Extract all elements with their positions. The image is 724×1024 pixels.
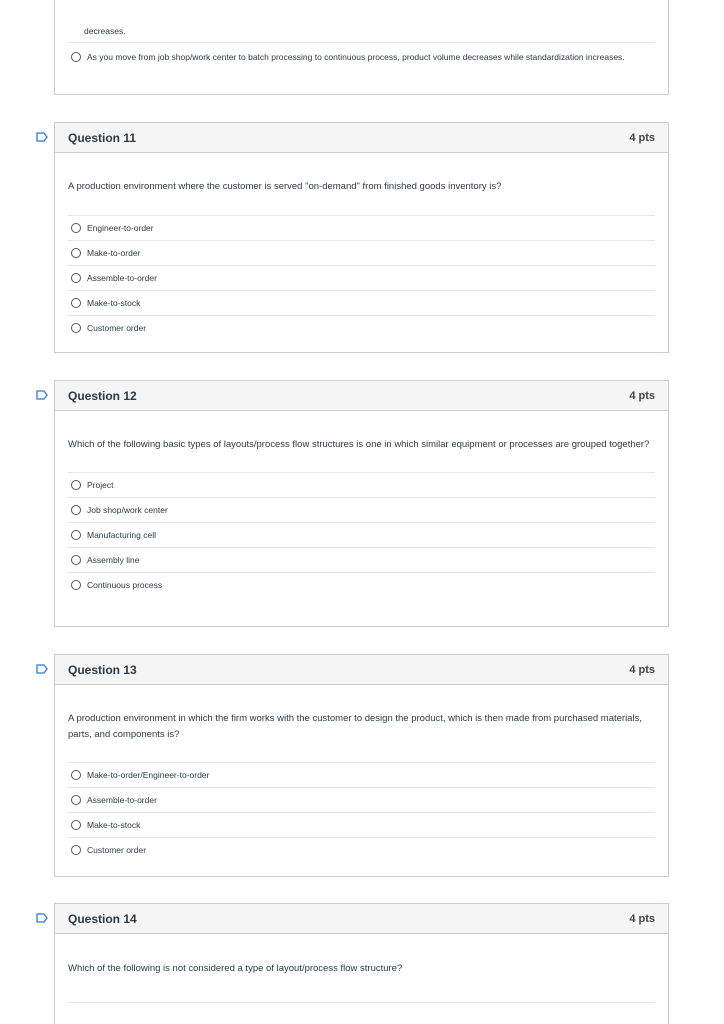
answer-label: As you move from job shop/work center to batch processing to continuous process, product volume decreases while standardization increases. — [87, 52, 625, 62]
question-title: Question 12 — [68, 388, 137, 403]
answer-list — [68, 762, 655, 862]
question-14-card — [54, 903, 669, 1024]
question-title: Question 14 — [68, 911, 137, 926]
answer-label: Make-to-stock — [87, 820, 141, 830]
radio-button[interactable] — [71, 530, 81, 540]
flag-question-icon[interactable] — [36, 390, 48, 400]
question-header — [55, 655, 668, 685]
radio-button[interactable] — [71, 555, 81, 565]
question-11-card — [54, 122, 669, 353]
question-text: A production environment in which the firm works with the customer to design the product, which is then made from purchased materials, parts, and components is? — [68, 713, 642, 740]
answer-option[interactable] — [68, 523, 655, 548]
answer-option[interactable] — [68, 241, 655, 266]
answer-label: Customer order — [87, 845, 147, 855]
answer-option[interactable] — [68, 573, 655, 597]
answer-label: Assemble-to-order — [87, 273, 157, 283]
answer-option[interactable] — [68, 788, 655, 813]
question-12-card — [54, 380, 669, 627]
answer-label: Project — [87, 480, 114, 490]
answer-list — [68, 472, 655, 597]
radio-button[interactable] — [71, 845, 81, 855]
question-10-card — [54, 0, 669, 95]
answer-option[interactable] — [68, 548, 655, 573]
answer-list — [68, 215, 655, 340]
answer-option[interactable] — [68, 266, 655, 291]
radio-button[interactable] — [71, 580, 81, 590]
answer-label: Assembly line — [87, 555, 140, 565]
radio-button[interactable] — [71, 480, 81, 490]
answer-label: Job shop/work center — [87, 505, 168, 515]
question-text: A production environment where the customer is served "on-demand" from finished goods inventory is? — [68, 181, 502, 192]
answer-option[interactable] — [68, 43, 655, 63]
question-text: Which of the following basic types of layouts/process flow structures is one in which similar equipment or processes are grouped together? — [68, 439, 650, 450]
answer-option[interactable] — [68, 813, 655, 838]
flag-question-icon[interactable] — [36, 664, 48, 674]
answer-option[interactable] — [68, 838, 655, 862]
question-points: 4 pts — [629, 389, 655, 402]
answer-text-fragment: decreases. — [68, 26, 655, 43]
radio-button[interactable] — [71, 820, 81, 830]
flag-question-icon[interactable] — [36, 132, 48, 142]
answer-option[interactable] — [68, 316, 655, 340]
question-points: 4 pts — [629, 131, 655, 144]
answer-label: Assemble-to-order — [87, 795, 157, 805]
radio-button[interactable] — [71, 795, 81, 805]
answer-label: Engineer-to-order — [87, 223, 154, 233]
flag-question-icon[interactable] — [36, 913, 48, 923]
answer-label: Make-to-stock — [87, 298, 141, 308]
radio-button[interactable] — [71, 248, 81, 258]
answer-label: Make-to-order — [87, 248, 141, 258]
radio-button[interactable] — [71, 52, 81, 62]
radio-button[interactable] — [71, 323, 81, 333]
question-title: Question 13 — [68, 662, 137, 677]
answer-option[interactable] — [68, 473, 655, 498]
answer-option[interactable] — [68, 291, 655, 316]
answer-option[interactable] — [68, 763, 655, 788]
radio-button[interactable] — [71, 505, 81, 515]
question-points: 4 pts — [629, 663, 655, 676]
answer-list — [68, 1002, 655, 1003]
question-points: 4 pts — [629, 912, 655, 925]
question-title: Question 11 — [68, 130, 137, 145]
question-header — [55, 123, 668, 153]
answer-label: Make-to-order/Engineer-to-order — [87, 770, 210, 780]
answer-label: Customer order — [87, 323, 147, 333]
answer-option[interactable] — [68, 498, 655, 523]
question-13-card — [54, 654, 669, 877]
radio-button[interactable] — [71, 223, 81, 233]
question-header — [55, 904, 668, 934]
radio-button[interactable] — [71, 298, 81, 308]
answer-label: Continuous process — [87, 580, 163, 590]
radio-button[interactable] — [71, 273, 81, 283]
answer-label: Manufacturing cell — [87, 530, 156, 540]
radio-button[interactable] — [71, 770, 81, 780]
question-header — [55, 381, 668, 411]
question-text: Which of the following is not considered a type of layout/process flow structure? — [68, 963, 403, 974]
answer-option[interactable] — [68, 216, 655, 241]
